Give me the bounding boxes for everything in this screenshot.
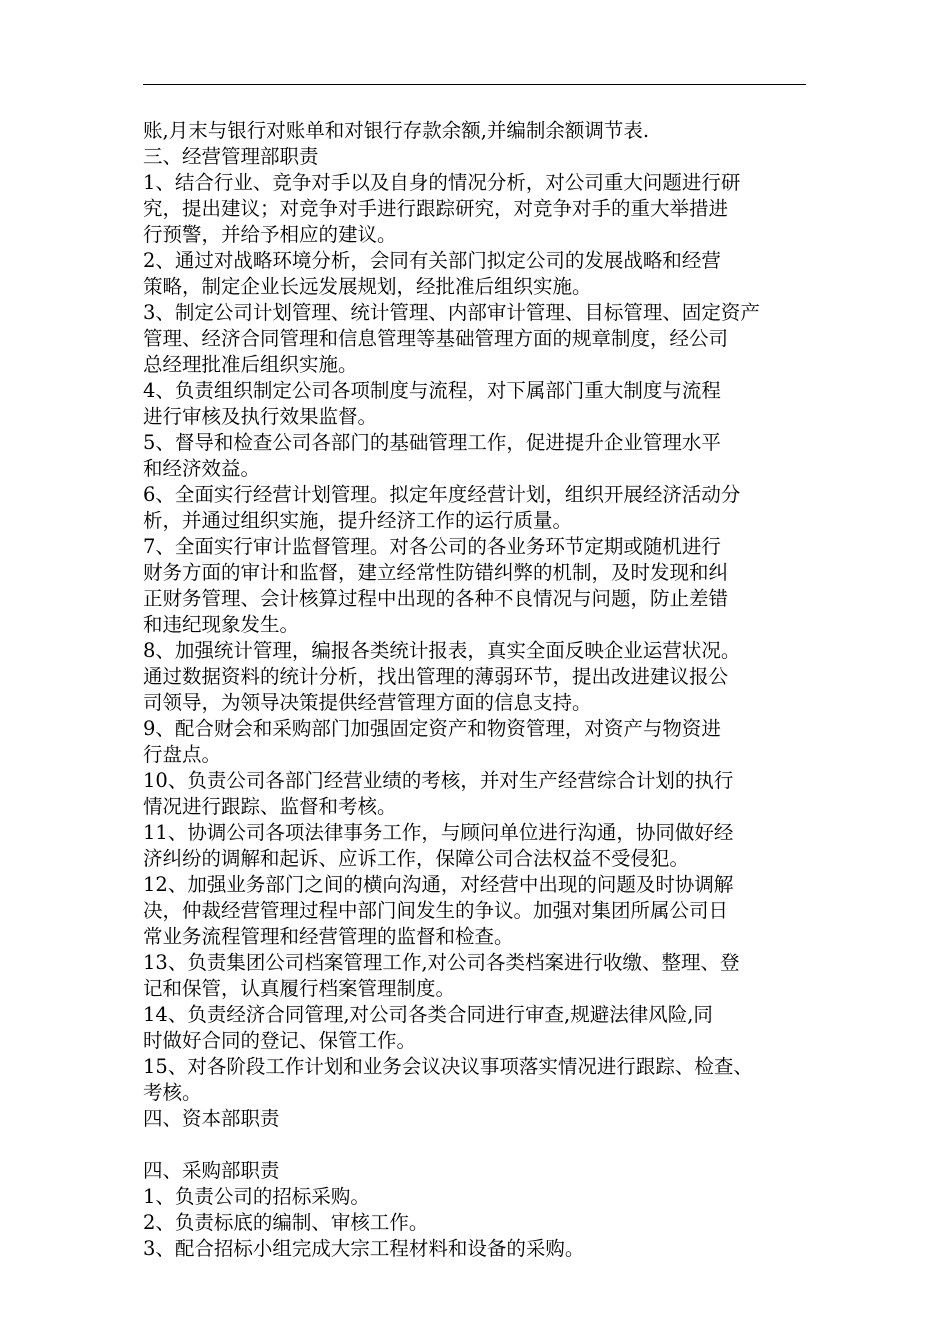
text-line: 15、对各阶段工作计划和业务会议决议事项落实情况进行跟踪、检查、 <box>143 1055 753 1078</box>
text-line: 情况进行跟踪、监督和考核。 <box>143 795 397 818</box>
text-line: 4、负责组织制定公司各项制度与流程，对下属部门重大制度与流程 <box>143 379 721 402</box>
text-line: 时做好合同的登记、保管工作。 <box>143 1029 417 1052</box>
text-line: 3、配合招标小组完成大宗工程材料和设备的采购。 <box>143 1237 585 1260</box>
text-line: 行盘点。 <box>143 743 222 766</box>
text-line: 究，提出建议；对竞争对手进行跟踪研究，对竞争对手的重大举措进 <box>143 197 729 220</box>
text-line: 13、负责集团公司档案管理工作,对公司各类档案进行收缴、整理、登 <box>143 951 740 974</box>
text-line: 1、负责公司的招标采购。 <box>143 1185 370 1208</box>
text-line: 14、负责经济合同管理,对公司各类合同进行审查,规避法律风险,同 <box>143 1003 713 1026</box>
text-line: 正财务管理、会计核算过程中出现的各种不良情况与问题，防止差错 <box>143 587 729 610</box>
text-line: 5、督导和检查公司各部门的基础管理工作，促进提升企业管理水平 <box>143 431 721 454</box>
text-line: 记和保管，认真履行档案管理制度。 <box>143 977 456 1000</box>
text-line: 考核。 <box>143 1081 202 1104</box>
text-line: 四、资本部职责 <box>143 1107 280 1130</box>
text-line: 进行审核及执行效果监督。 <box>143 405 378 428</box>
text-line: 8、加强统计管理，编报各类统计报表，真实全面反映企业运营状况。 <box>143 639 741 662</box>
blank-line <box>143 1132 823 1158</box>
header-rule <box>143 84 806 85</box>
document-body <box>143 118 823 1262</box>
text-line: 1、结合行业、竞争对手以及自身的情况分析，对公司重大问题进行研 <box>143 171 741 194</box>
text-line: 析，并通过组织实施，提升经济工作的运行质量。 <box>143 509 573 532</box>
text-line: 账,月末与银行对账单和对银行存款余额,并编制余额调节表. <box>143 119 650 142</box>
text-line: 司领导，为领导决策提供经营管理方面的信息支持。 <box>143 691 592 714</box>
text-line: 常业务流程管理和经营管理的监督和检查。 <box>143 925 514 948</box>
text-line: 12、加强业务部门之间的横向沟通，对经营中出现的问题及时协调解 <box>143 873 734 896</box>
text-line: 和经济效益。 <box>143 457 261 480</box>
text-line: 总经理批准后组织实施。 <box>143 353 358 376</box>
text-line: 10、负责公司各部门经营业绩的考核，并对生产经营综合计划的执行 <box>143 769 734 792</box>
text-line: 策略，制定企业长远发展规划，经批准后组织实施。 <box>143 275 592 298</box>
text-line: 3、制定公司计划管理、统计管理、内部审计管理、目标管理、固定资产 <box>143 301 760 324</box>
text-line: 济纠纷的调解和起诉、应诉工作，保障公司合法权益不受侵犯。 <box>143 847 690 870</box>
text-line: 和违纪现象发生。 <box>143 613 300 636</box>
text-line: 6、全面实行经营计划管理。拟定年度经营计划，组织开展经济活动分 <box>143 483 741 506</box>
text-line: 四、采购部职责 <box>143 1159 280 1182</box>
text-line: 通过数据资料的统计分析，找出管理的薄弱环节，提出改进建议报公 <box>143 665 729 688</box>
text-line: 7、全面实行审计监督管理。对各公司的各业务环节定期或随机进行 <box>143 535 721 558</box>
text-line: 行预警，并给予相应的建议。 <box>143 223 397 246</box>
text-line: 财务方面的审计和监督，建立经常性防错纠弊的机制，及时发现和纠 <box>143 561 729 584</box>
text-line: 决，仲裁经营管理过程中部门间发生的争议。加强对集团所属公司日 <box>143 899 729 922</box>
text-line: 三、经营管理部职责 <box>143 145 319 168</box>
text-line: 2、负责标底的编制、审核工作。 <box>143 1211 429 1234</box>
text-line: 11、协调公司各项法律事务工作，与顾问单位进行沟通，协同做好经 <box>143 821 734 844</box>
text-line: 管理、经济合同管理和信息管理等基础管理方面的规章制度，经公司 <box>143 327 729 350</box>
text-line: 9、配合财会和采购部门加强固定资产和物资管理，对资产与物资进 <box>143 717 721 740</box>
text-line: 2、通过对战略环境分析，会同有关部门拟定公司的发展战略和经营 <box>143 249 721 272</box>
